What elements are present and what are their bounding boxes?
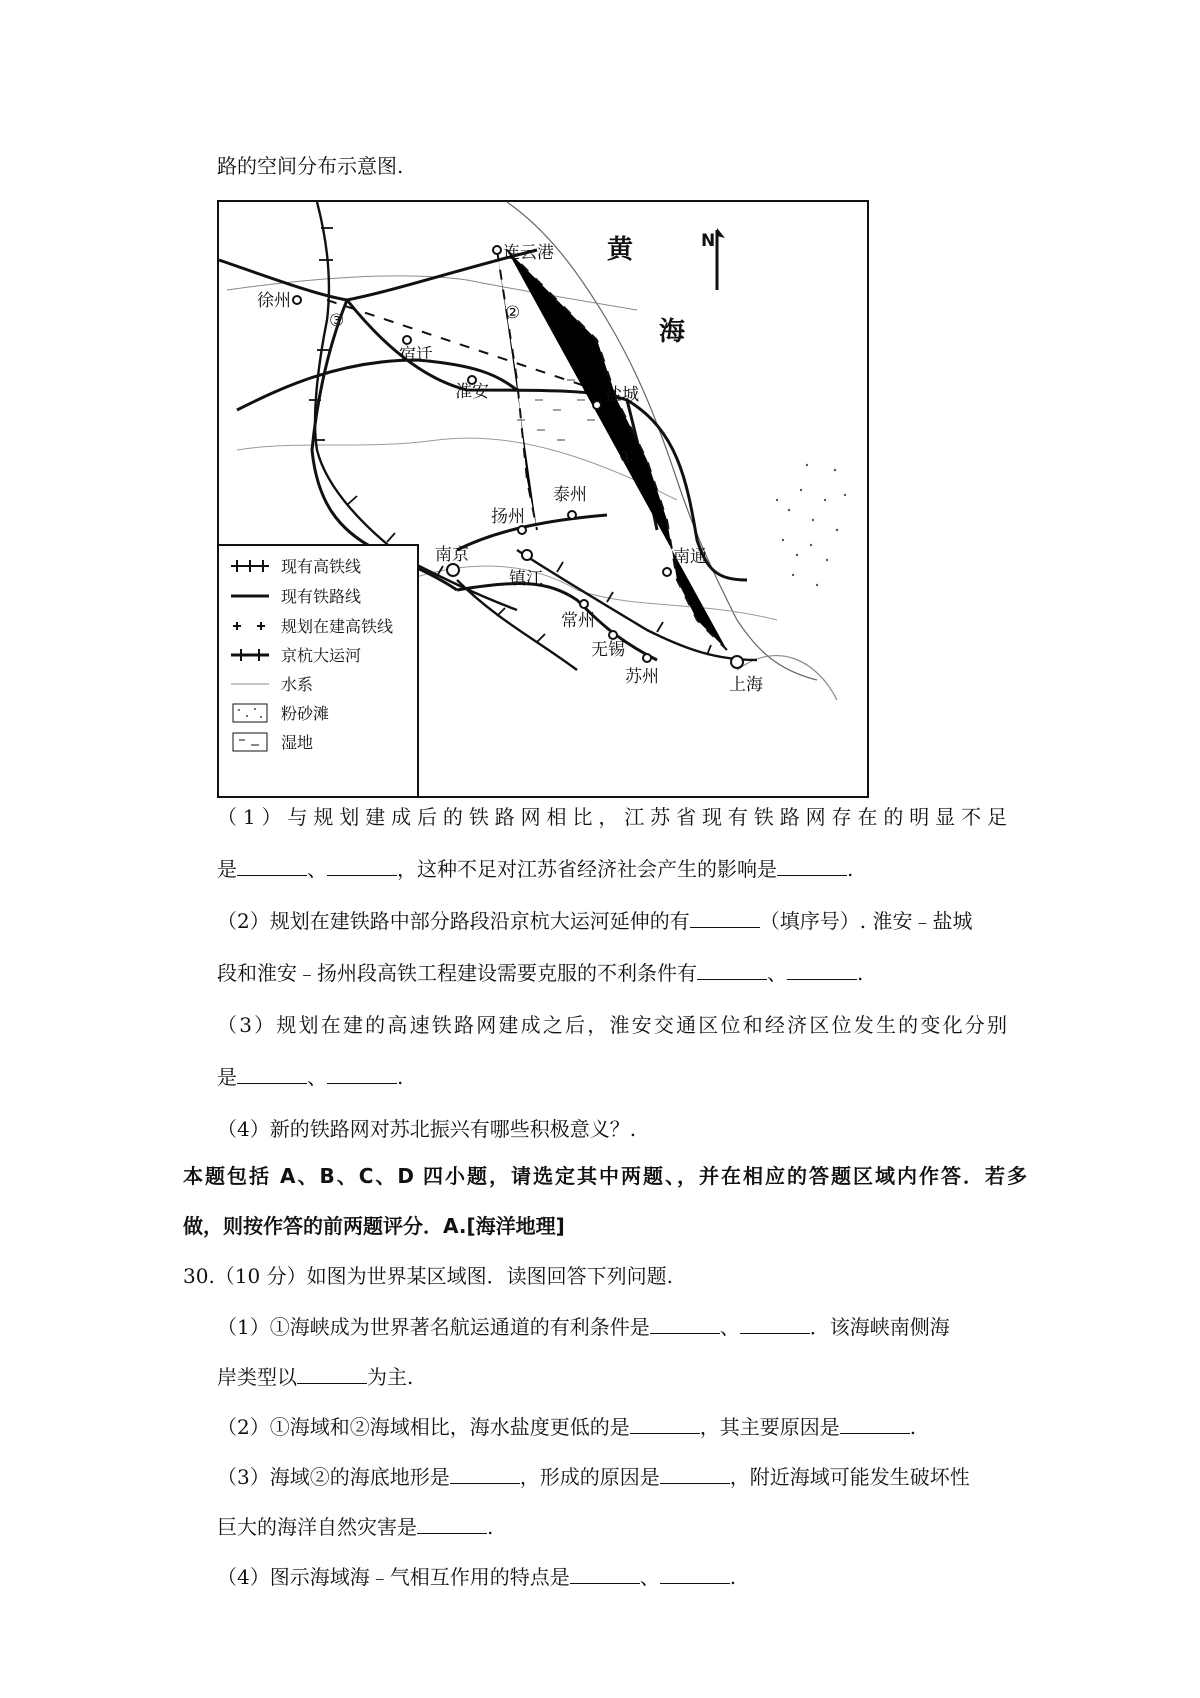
city-label: 扬州 <box>491 507 525 527</box>
q29-part4: （4）新的铁路网对苏北振兴有哪些积极意义？. <box>217 1117 637 1141</box>
city-label: 常州 <box>561 611 595 631</box>
text: . <box>397 1065 404 1089</box>
text: 是 <box>217 857 237 881</box>
answer-blank[interactable] <box>697 959 767 980</box>
q30-part1-line1 <box>217 1313 950 1341</box>
map-legend <box>218 545 418 797</box>
route-number: ② <box>505 303 521 323</box>
text: 、 <box>719 1315 740 1339</box>
city-label: 淮安 <box>455 382 489 402</box>
north-label: N <box>701 231 716 251</box>
answer-blank[interactable] <box>650 1313 720 1334</box>
text: . <box>847 857 854 881</box>
legend-label: 现有高铁线 <box>281 557 362 576</box>
text: ，其主要原因是 <box>699 1415 840 1439</box>
city-label: 盐城 <box>605 385 639 405</box>
answer-blank[interactable] <box>840 1413 910 1434</box>
q30-part1-line2 <box>217 1363 413 1391</box>
q29-part3-line1: （3）规划在建的高速铁路网建成之后，淮安交通区位和经济区位发生的变化分别 <box>217 1013 1007 1037</box>
text: 、 <box>639 1565 660 1589</box>
text: （填序号）. 淮安﹣盐城 <box>759 909 973 933</box>
text: . <box>857 961 864 985</box>
railway-map-figure <box>217 200 869 798</box>
city-label: 南京 <box>435 545 469 565</box>
city-label: 南通 <box>673 547 707 567</box>
answer-blank[interactable] <box>787 959 857 980</box>
text: （2）①海域和②海域相比，海水盐度更低的是 <box>217 1415 630 1439</box>
answer-blank[interactable] <box>660 1563 730 1584</box>
text: （1）①海峡成为世界著名航运通道的有利条件是 <box>217 1315 650 1339</box>
sea-label: 海 <box>659 317 686 347</box>
answer-blank[interactable] <box>450 1463 520 1484</box>
sea-label: 黄 <box>607 235 634 265</box>
legend-label: 现有铁路线 <box>281 587 362 606</box>
answer-blank[interactable] <box>327 1063 397 1084</box>
text: . <box>909 1415 917 1439</box>
text: ，这种不足对江苏省经济社会产生的影响是 <box>397 857 777 881</box>
city-label: 连云港 <box>503 243 554 263</box>
text: . <box>729 1565 737 1589</box>
text: 是 <box>217 1065 237 1089</box>
text: 、 <box>307 857 327 881</box>
text: 段和淮安﹣扬州段高铁工程建设需要克服的不利条件有 <box>217 961 697 985</box>
legend-label: 京杭大运河 <box>281 646 362 665</box>
city-label: 泰州 <box>553 485 587 505</box>
q29-part1-line1: （1）与规划建成后的铁路网相比，江苏省现有铁路网存在的明显不足 <box>217 805 1007 829</box>
q29-part2-line1 <box>217 907 972 935</box>
city-label: 宿迁 <box>399 345 433 365</box>
text: 、 <box>307 1065 327 1089</box>
q29-part2-line2 <box>217 959 863 987</box>
city-label: 徐州 <box>257 291 291 311</box>
q30-part3-line2 <box>217 1513 493 1541</box>
answer-blank[interactable] <box>740 1313 810 1334</box>
text: （4）图示海域海﹣气相互作用的特点是 <box>217 1565 570 1589</box>
answer-blank[interactable] <box>297 1363 367 1384</box>
text: 岸类型以 <box>217 1365 297 1389</box>
answer-blank[interactable] <box>237 1063 307 1084</box>
section-note-line2: 做，则按作答的前两题评分．A.[海洋地理] <box>183 1214 565 1238</box>
text: . <box>487 1515 494 1539</box>
city-label: 上海 <box>729 675 763 695</box>
legend-label: 水系 <box>281 675 314 694</box>
q30-part3-line1 <box>217 1463 970 1491</box>
answer-blank[interactable] <box>327 855 397 876</box>
q30-title: 30.（10 分）如图为世界某区域图．读图回答下列问题. <box>183 1264 673 1288</box>
text: ．该海峡南侧海 <box>809 1315 950 1339</box>
text: ，附近海域可能发生破坏性 <box>729 1465 970 1489</box>
q30-part4 <box>217 1563 736 1591</box>
q29-part3-line2 <box>217 1063 403 1091</box>
city-label: 苏州 <box>625 667 659 687</box>
legend-label: 粉砂滩 <box>281 704 330 723</box>
answer-blank[interactable] <box>237 855 307 876</box>
text: 为主. <box>367 1365 414 1389</box>
answer-blank[interactable] <box>417 1513 487 1534</box>
intro-line: 路的空间分布示意图. <box>217 154 404 178</box>
city-label: 无锡 <box>591 640 625 660</box>
q30-part2 <box>217 1413 916 1441</box>
city-label: 镇江 <box>509 569 543 589</box>
q29-part1-line2 <box>217 855 853 883</box>
answer-blank[interactable] <box>660 1463 730 1484</box>
answer-blank[interactable] <box>690 907 760 928</box>
text: 、 <box>767 961 787 985</box>
answer-blank[interactable] <box>630 1413 700 1434</box>
section-note-line1: 本题包括 A、B、C、D 四小题，请选定其中两题、，并在相应的答题区域内作答．若多 <box>183 1164 1027 1188</box>
route-number: ① <box>619 447 635 467</box>
text: （3）海域②的海底地形是 <box>217 1465 450 1489</box>
answer-blank[interactable] <box>570 1563 640 1584</box>
text: ，形成的原因是 <box>519 1465 660 1489</box>
text: 巨大的海洋自然灾害是 <box>217 1515 417 1539</box>
route-number: ③ <box>329 311 345 331</box>
answer-blank[interactable] <box>777 855 847 876</box>
text: （2）规划在建铁路中部分路段沿京杭大运河延伸的有 <box>217 909 690 933</box>
legend-label: 规划在建高铁线 <box>281 617 394 636</box>
legend-label: 湿地 <box>281 733 314 752</box>
